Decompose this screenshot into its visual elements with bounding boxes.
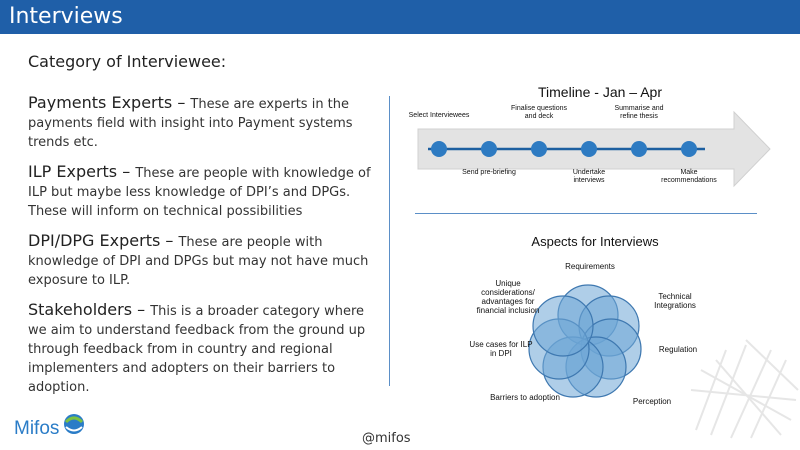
aspect-label: Use cases for ILP in DPI [469,340,533,358]
timeline-step: Finalise questions and deck [510,105,568,120]
timeline-step: Select Interviewees [408,112,470,119]
category-lead: ILP Experts – [28,162,136,181]
timeline-step: Send pre-briefing [462,169,516,176]
timeline-step: Summarise and refine thesis [614,105,664,120]
aspect-label: Technical Integrations [654,292,696,310]
category-text: These are experts in the payments field with insight into Payment systems trends etc. [28,97,353,150]
footer-handle: @mifos [362,431,411,446]
timeline-title: Timeline - Jan – Apr [538,84,662,100]
page-title: Interviews [9,4,123,29]
watermark-graphic [686,330,800,440]
aspect-label: Requirements [565,262,615,271]
timeline-step: Make recommendations [661,169,717,184]
aspect-label: Barriers to adoption [490,393,560,402]
aspect-label: Regulation [658,345,698,354]
category-lead: DPI/DPG Experts – [28,231,179,250]
category-text: This is a broader category where we aim to understand feedback from the ground up through feedback from in country and regional implementers and adopters on their barriers to adoption. [28,304,366,395]
aspect-label: Unique considerations/ advantages for financial inclusion [476,279,540,315]
category-heading: Category of Interviewee: [28,52,227,71]
category-text: These are people with knowledge of DPI and DPGs but may not have much exposure to ILP. [28,235,369,288]
aspect-label: Perception [632,397,672,406]
category-lead: Stakeholders – [28,300,151,319]
brand-name: Mifos [14,418,60,439]
aspects-title: Aspects for Interviews [531,234,659,249]
category-text: These are people with knowledge of ILP but maybe less knowledge of DPI’s and DPGs. These will inform on technical possibilities [28,166,371,219]
mifos-logo-icon [60,410,150,442]
category-lead: Payments Experts – [28,93,191,112]
timeline-step: Undertake interviews [572,169,606,184]
